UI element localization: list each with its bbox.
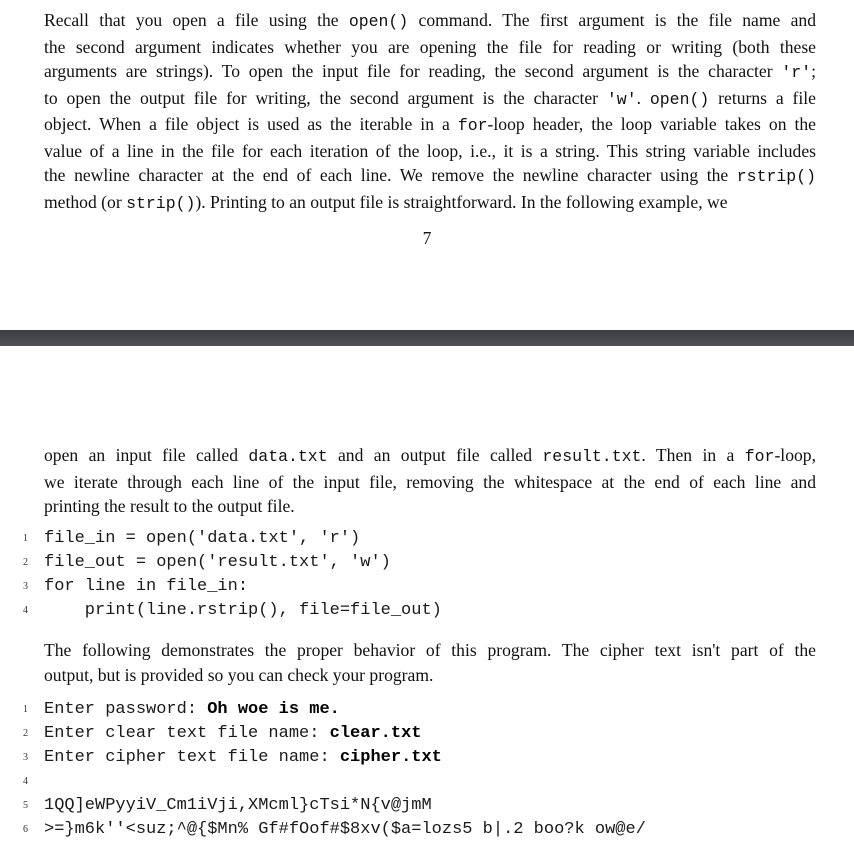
text-line [44, 59, 816, 86]
line-number: 1 [23, 704, 28, 715]
text-run: we iterate through each line of the input file, removing the whitespace at the end of each line and [44, 471, 816, 492]
code-text [44, 575, 248, 599]
code-text [44, 599, 442, 623]
text-run: open an input file called [44, 445, 249, 465]
text-run: -loop header, the loop variable takes on the [487, 114, 816, 134]
line-number: 3 [23, 752, 28, 763]
text-line [44, 86, 816, 113]
code-text [44, 527, 360, 551]
line-number: 4 [23, 776, 28, 787]
line-number: 3 [23, 581, 28, 592]
text-line [44, 139, 816, 164]
text-run: returns a file [709, 87, 816, 108]
body-paragraph-example-intro [44, 443, 816, 519]
inline-code: rstrip() [736, 167, 816, 186]
code-listing [0, 527, 854, 623]
text-line [44, 494, 816, 519]
line-number: 5 [23, 800, 28, 811]
text-run: the second argument indicates whether you are opening the file for reading or writing (both these [44, 36, 816, 57]
line-number: 1 [23, 533, 28, 544]
inline-code: data.txt [248, 447, 328, 466]
user-input-text: Oh woe is me. [207, 700, 340, 719]
code-text [44, 551, 391, 575]
text-run: . Then in a [641, 445, 745, 465]
text-run: output, but is provided so you can check your program. [44, 664, 434, 685]
body-paragraph-behavior [44, 638, 816, 687]
code-run: print(line.rstrip(), file=file_out) [44, 601, 442, 620]
text-line [44, 663, 816, 688]
line-number: 4 [23, 605, 28, 616]
text-line [44, 35, 816, 60]
code-line [0, 551, 854, 575]
text-run: arguments are strings). To open the input file for reading, the second argument is the character [44, 61, 782, 81]
text-run: to open the output file for writing, the second argument is the character [44, 87, 607, 108]
line-number: 6 [23, 824, 28, 835]
code-line [0, 746, 854, 770]
code-line [0, 599, 854, 623]
text-run: The following demonstrates the proper behavior of this program. The cipher text isn't part of the [44, 640, 816, 660]
text-line [44, 443, 816, 470]
user-input-text: cipher.txt [339, 748, 442, 767]
text-run: and an output file called [327, 445, 543, 465]
code-line [0, 818, 854, 842]
inline-code: 'r' [781, 63, 812, 82]
text-line [44, 8, 816, 35]
code-run: 1QQ]eWPyyiV_Cm1iVji,XMcml}cTsi*N{v@jmM [44, 796, 432, 815]
text-run: -loop, [774, 445, 816, 465]
text-run: method (or [44, 191, 127, 212]
text-run: command. The first argument is the file name and [408, 10, 816, 30]
code-run: Enter clear text file name: [44, 724, 330, 743]
code-run: Enter cipher text file name: [44, 748, 340, 767]
code-line [0, 527, 854, 551]
line-number: 2 [23, 557, 28, 568]
page-separator [0, 330, 854, 346]
inline-code: for [457, 116, 488, 135]
document-page-bottom [0, 346, 854, 843]
inline-code: 'w' [606, 89, 637, 109]
body-paragraph-file-io [44, 8, 816, 216]
text-run: . [636, 87, 650, 108]
line-number: 2 [23, 728, 28, 739]
text-line [44, 638, 816, 663]
code-run: >=}m6k''<suz;^@{$Mn% Gf#fOof#$8xv($a=lozs5 b|.2 boo?k ow@e/ [44, 820, 646, 839]
code-text [44, 746, 442, 770]
code-line [0, 698, 854, 722]
text-run: value of a line in the file for each iteration of the loop, i.e., it is a string. This string variable includes [44, 140, 816, 161]
text-line [44, 112, 816, 139]
code-line [0, 722, 854, 746]
code-run: Enter password: [44, 700, 208, 719]
inline-code: result.txt [542, 447, 642, 466]
code-run: file_in = open('data.txt', 'r') [44, 529, 361, 548]
text-line [44, 190, 816, 217]
code-text [44, 794, 432, 818]
user-input-text: clear.txt [329, 724, 422, 743]
code-run: for line in file_in: [44, 577, 249, 596]
code-run: file_out = open('result.txt', 'w') [44, 553, 391, 572]
text-line [44, 470, 816, 495]
text-run: the newline character at the end of each line. We remove the newline character using the [44, 165, 737, 185]
page-number: 7 [422, 228, 432, 248]
code-text [44, 818, 646, 842]
session-output-listing [0, 698, 854, 842]
text-run: object. When a file object is used as the iterable in a [44, 114, 458, 134]
inline-code: for [744, 447, 775, 466]
code-line [0, 575, 854, 599]
text-run: printing the result to the output file. [44, 496, 295, 516]
text-run: ). Printing to an output file is straightforward. In the following example, we [195, 191, 728, 212]
text-run: ; [811, 61, 816, 81]
inline-code: strip() [126, 193, 196, 213]
code-text [44, 698, 340, 722]
code-line [0, 794, 854, 818]
code-line [0, 770, 854, 794]
text-line [44, 163, 816, 190]
document-page-top [0, 0, 854, 330]
code-text [44, 722, 421, 746]
text-run: Recall that you open a file using the [44, 10, 349, 30]
inline-code: open() [348, 12, 409, 31]
inline-code: open() [649, 89, 710, 109]
